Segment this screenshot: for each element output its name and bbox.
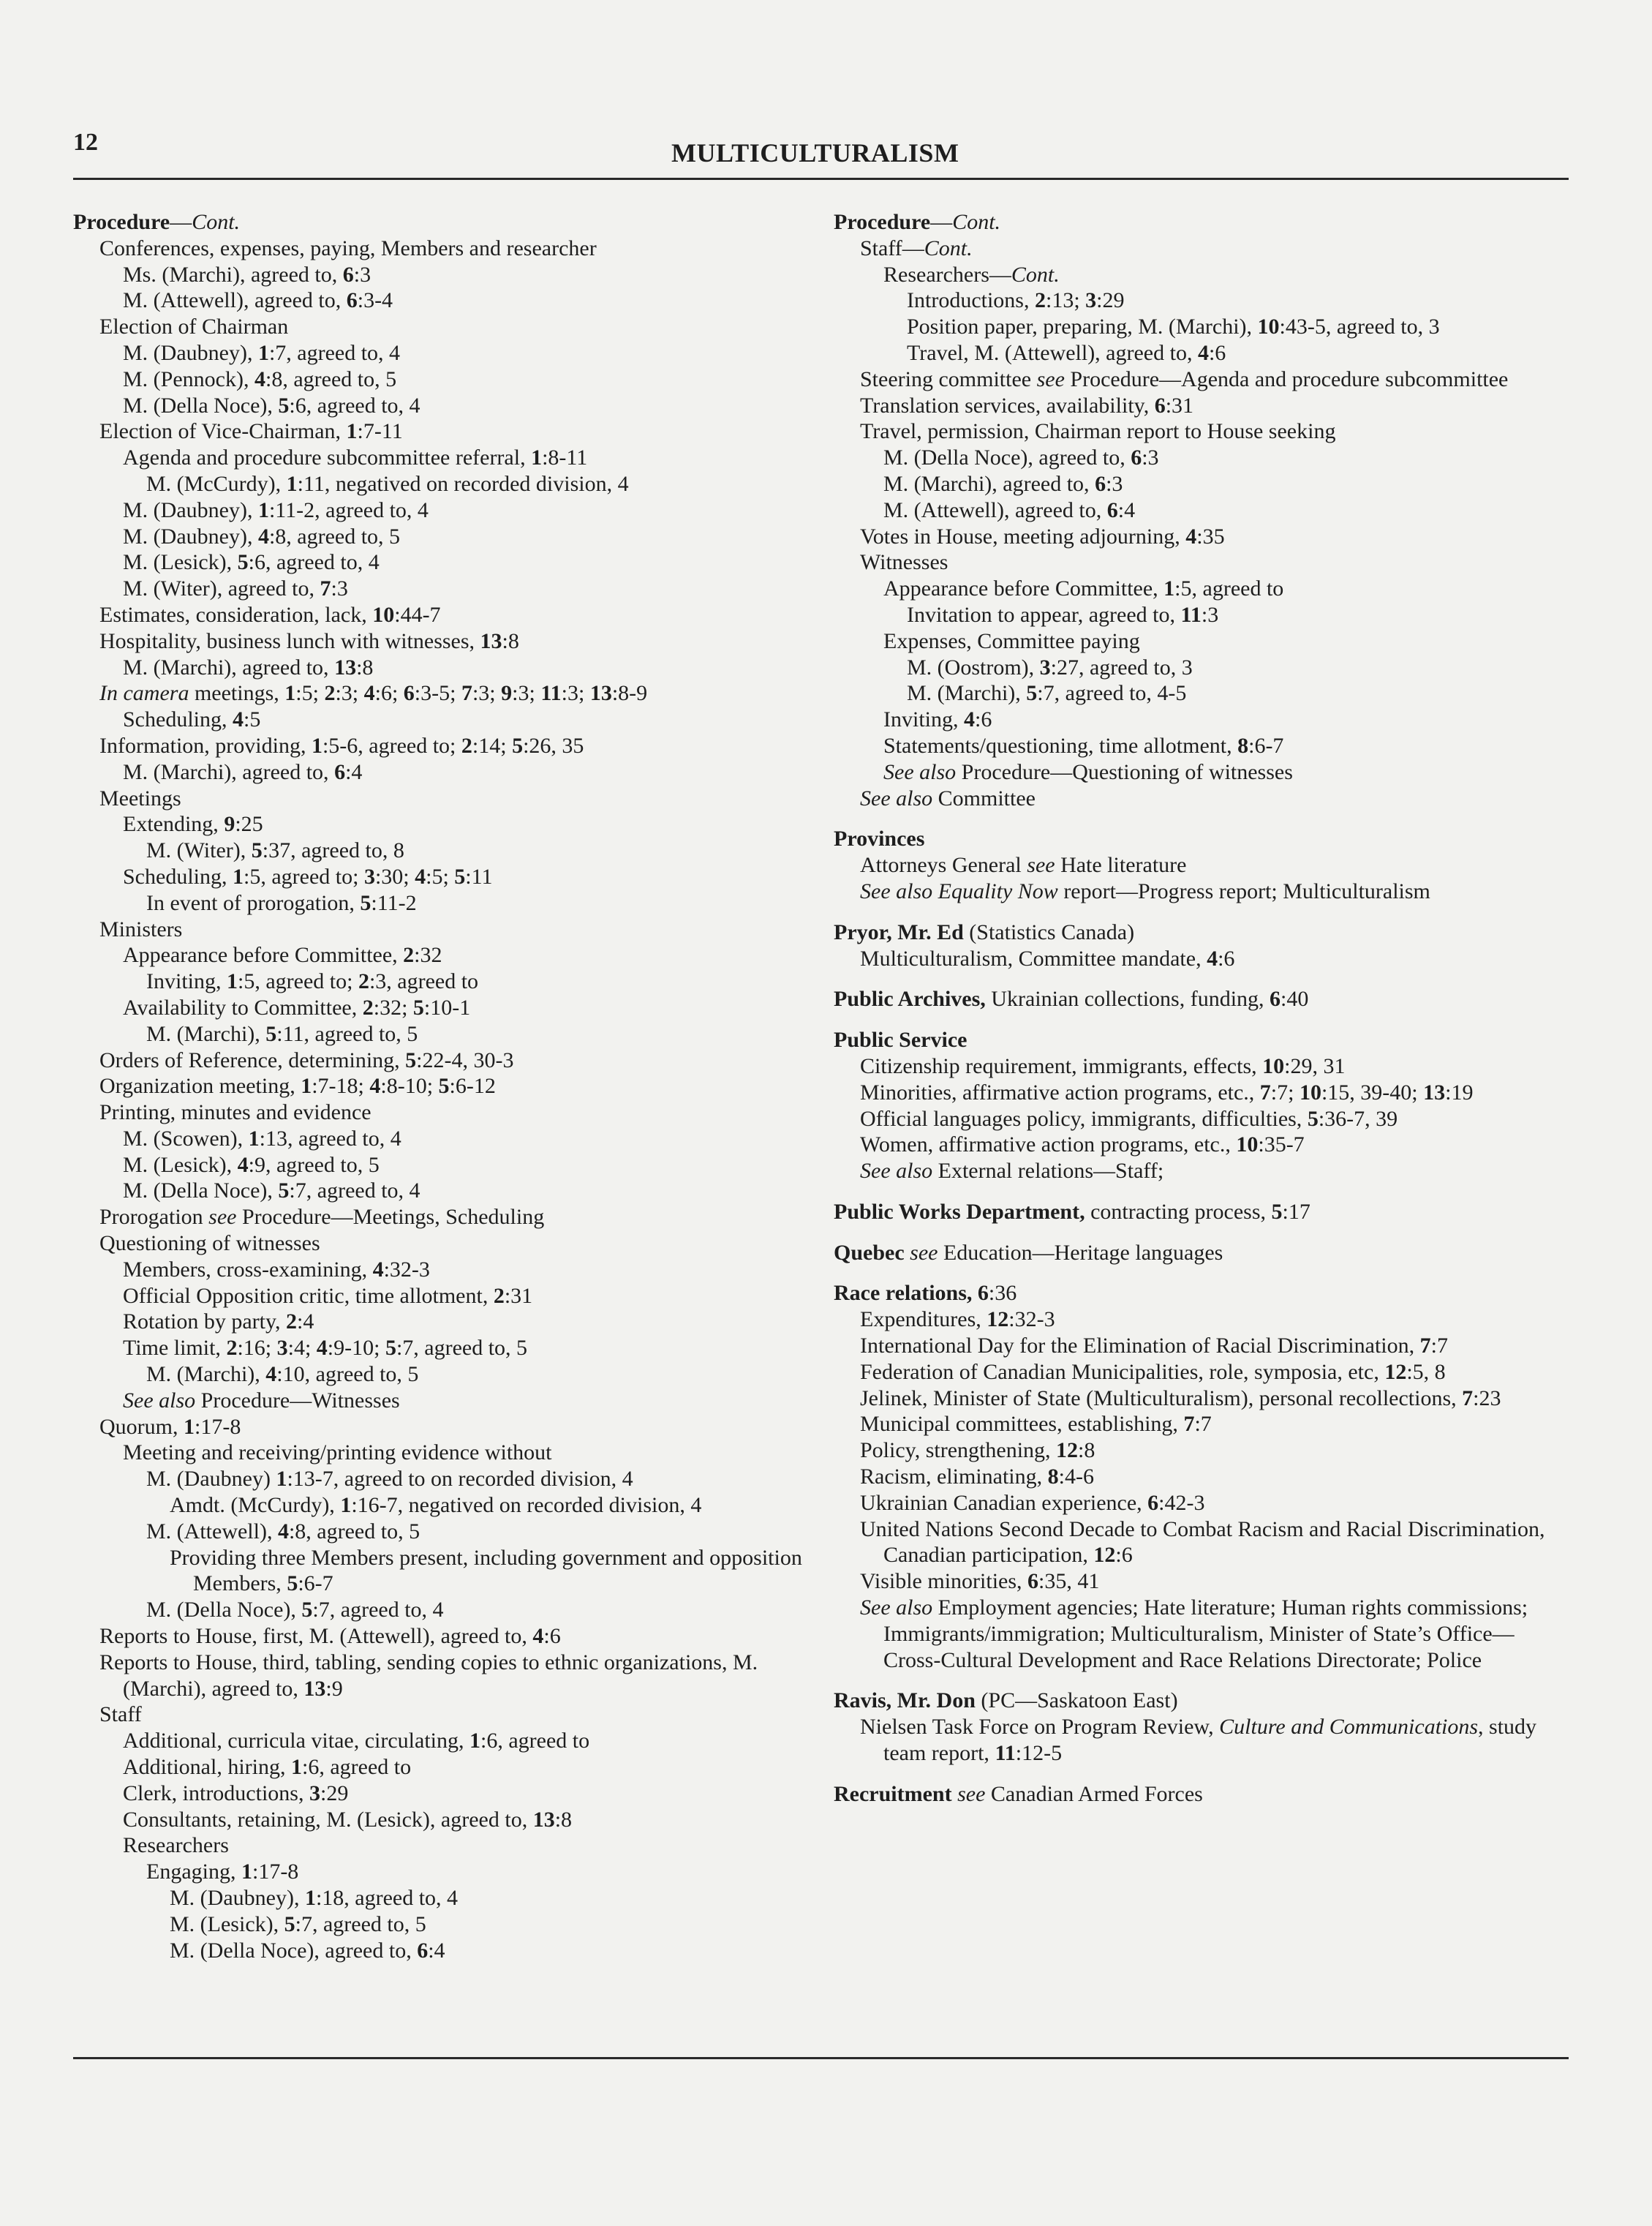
index-subentry: M. (Daubney), 1:11-2, agreed to, 4	[123, 497, 429, 522]
index-subentry: Researchers	[123, 1833, 229, 1858]
index-subentry: M. (Della Noce), 5:7, agreed to, 4	[123, 1178, 420, 1203]
index-subentry: Appearance before Committee, 1:5, agreed to	[883, 576, 1284, 601]
index-subentry: Inviting, 1:5, agreed to; 2:3, agreed to	[146, 969, 479, 994]
index-subentry: Travel, permission, Chairman report to House seeking	[860, 419, 1336, 444]
index-subentry: M. (Daubney) 1:13-7, agreed to on recorded division, 4	[146, 1467, 633, 1492]
index-subentry: Organization meeting, 1:7-18; 4:8-10; 5:6-12	[99, 1074, 496, 1099]
index-heading: Pryor, Mr. Ed (Statistics Canada)	[834, 920, 1135, 944]
index-subentry: Official languages policy, immigrants, difficulties, 5:36-7, 39	[860, 1106, 1398, 1131]
index-subentry: Amdt. (McCurdy), 1:16-7, negatived on recorded division, 4	[170, 1493, 702, 1518]
index-subentry: M. (Della Noce), 5:7, agreed to, 4	[146, 1598, 444, 1623]
index-subentry: M. (Daubney), 4:8, agreed to, 5	[123, 524, 401, 549]
index-subentry: Reports to House, first, M. (Attewell), agreed to, 4:6	[99, 1624, 561, 1649]
index-subentry: Meeting and receiving/printing evidence without	[123, 1440, 552, 1465]
index-subentry: M. (Witer), 5:37, agreed to, 8	[146, 838, 404, 863]
index-subentry: Election of Vice-Chairman, 1:7-11	[99, 419, 403, 444]
index-subentry: Inviting, 4:6	[883, 707, 992, 732]
index-subentry: International Day for the Elimination of Racial Discrimination, 7:7	[860, 1334, 1448, 1358]
index-subentry: Engaging, 1:17-8	[146, 1860, 299, 1884]
index-subentry: M. (Marchi), agreed to, 6:4	[123, 759, 363, 784]
entry-gap	[834, 1767, 1569, 1781]
entry-gap	[834, 1673, 1569, 1688]
index-subentry: Visible minorities, 6:35, 41	[860, 1569, 1100, 1594]
index-subentry: Conferences, expenses, paying, Members and researcher	[99, 236, 597, 260]
index-subentry: M. (Lesick), 4:9, agreed to, 5	[123, 1152, 380, 1177]
index-subentry: See also Equality Now report—Progress report; Multiculturalism	[860, 879, 1430, 903]
index-subentry: See also Employment agencies; Hate literature; Human rights commissions; Immigrants/immigration; Multiculturalism, Minister of State’s Office—Cross-Cultural Development and Race Relations Directorate; Police	[860, 1595, 1528, 1672]
index-subentry: Members, cross-examining, 4:32-3	[123, 1257, 430, 1282]
entry-gap	[834, 1266, 1569, 1280]
entry-gap	[834, 1012, 1569, 1027]
index-subentry: Nielsen Task Force on Program Review, Culture and Communications, study team report, 11:12-5	[860, 1715, 1537, 1766]
index-subentry: M. (Attewell), agreed to, 6:3-4	[123, 288, 393, 313]
entry-gap	[834, 971, 1569, 986]
index-subentry: Racism, eliminating, 8:4-6	[860, 1464, 1094, 1489]
index-subentry: Agenda and procedure subcommittee referral, 1:8-11	[123, 445, 588, 470]
top-rule	[73, 178, 1569, 180]
index-subentry: Expenses, Committee paying	[883, 628, 1140, 653]
index-subentry: Researchers—Cont.	[883, 262, 1060, 287]
index-heading: Procedure—Cont.	[73, 210, 241, 234]
index-subentry: Votes in House, meeting adjourning, 4:35	[860, 524, 1225, 549]
running-head: MULTICULTURALISM	[671, 138, 959, 168]
index-subentry: Questioning of witnesses	[99, 1231, 320, 1256]
index-subentry: Ministers	[99, 917, 183, 941]
index-subentry: Ukrainian Canadian experience, 6:42-3	[860, 1490, 1205, 1515]
index-subentry: Time limit, 2:16; 3:4; 4:9-10; 5:7, agreed to, 5	[123, 1336, 528, 1361]
index-subentry: Quorum, 1:17-8	[99, 1414, 241, 1439]
index-subentry: In event of prorogation, 5:11-2	[146, 890, 417, 915]
index-subentry: Additional, curricula vitae, circulating, 1:6, agreed to	[123, 1729, 590, 1753]
index-subentry: Invitation to appear, agreed to, 11:3	[907, 602, 1219, 627]
index-subentry: Hospitality, business lunch with witnesses, 13:8	[99, 628, 519, 653]
index-subentry: M. (Pennock), 4:8, agreed to, 5	[123, 366, 397, 391]
index-subentry: Staff	[99, 1702, 142, 1727]
index-subentry: Clerk, introductions, 3:29	[123, 1781, 349, 1805]
index-subentry: M. (Lesick), 5:6, agreed to, 4	[123, 550, 380, 575]
index-subentry: Official Opposition critic, time allotment, 2:31	[123, 1283, 533, 1308]
bottom-rule	[73, 2057, 1569, 2059]
index-subentry: Steering committee see Procedure—Agenda and procedure subcommittee	[860, 366, 1509, 391]
index-subentry: Travel, M. (Attewell), agreed to, 4:6	[907, 340, 1226, 365]
index-subentry: Citizenship requirement, immigrants, effects, 10:29, 31	[860, 1053, 1346, 1078]
index-subentry: M. (Marchi), agreed to, 13:8	[123, 655, 374, 680]
index-subentry: Policy, strengthening, 12:8	[860, 1438, 1095, 1463]
index-subentry: Election of Chairman	[99, 315, 289, 339]
entry-gap	[834, 811, 1569, 826]
index-subentry: Statements/questioning, time allotment, 8:6-7	[883, 733, 1284, 758]
index-subentry: Staff—Cont.	[860, 236, 973, 260]
index-column-left	[73, 209, 812, 1963]
index-subentry: Municipal committees, establishing, 7:7	[860, 1412, 1212, 1437]
index-subentry: M. (Marchi), 4:10, agreed to, 5	[146, 1362, 419, 1387]
index-heading: Quebec see Education—Heritage languages	[834, 1240, 1223, 1265]
index-subentry: M. (Marchi), 5:11, agreed to, 5	[146, 1021, 418, 1046]
index-subentry: In camera meetings, 1:5; 2:3; 4:6; 6:3-5; 7:3; 9:3; 11:3; 13:8-9	[99, 681, 648, 706]
index-subentry: Printing, minutes and evidence	[99, 1100, 371, 1125]
index-subentry: United Nations Second Decade to Combat Racism and Racial Discrimination, Canadian participation, 12:6	[860, 1516, 1545, 1568]
index-subentry: M. (Della Noce), agreed to, 6:4	[170, 1938, 445, 1963]
index-subentry: Ms. (Marchi), agreed to, 6:3	[123, 262, 371, 287]
index-subentry: M. (Lesick), 5:7, agreed to, 5	[170, 1911, 426, 1936]
index-subentry: Rotation by party, 2:4	[123, 1309, 314, 1334]
index-heading: Public Service	[834, 1028, 968, 1053]
index-subentry: M. (Oostrom), 3:27, agreed to, 3	[907, 655, 1193, 680]
index-heading: Procedure—Cont.	[834, 210, 1001, 234]
entry-gap	[834, 1184, 1569, 1199]
entry-gap	[834, 905, 1569, 920]
index-subentry: Consultants, retaining, M. (Lesick), agreed to, 13:8	[123, 1807, 573, 1832]
index-subentry: M. (Daubney), 1:7, agreed to, 4	[123, 340, 401, 365]
index-subentry: M. (McCurdy), 1:11, negatived on recorded division, 4	[146, 471, 629, 496]
index-subentry: Witnesses	[860, 550, 948, 575]
index-heading: Public Works Department, contracting process, 5:17	[834, 1199, 1310, 1224]
index-subentry: Reports to House, third, tabling, sending copies to ethnic organizations, M. (Marchi), agreed to, 13:9	[99, 1650, 758, 1701]
index-subentry: Information, providing, 1:5-6, agreed to; 2:14; 5:26, 35	[99, 733, 584, 758]
index-heading: Ravis, Mr. Don (PC—Saskatoon East)	[834, 1688, 1178, 1713]
index-subentry: Availability to Committee, 2:32; 5:10-1	[123, 995, 471, 1020]
index-subentry: Additional, hiring, 1:6, agreed to	[123, 1755, 412, 1780]
index-subentry: M. (Marchi), 5:7, agreed to, 4-5	[907, 681, 1187, 706]
index-subentry: Federation of Canadian Municipalities, role, symposia, etc, 12:5, 8	[860, 1359, 1446, 1384]
index-subentry: Women, affirmative action programs, etc., 10:35-7	[860, 1132, 1305, 1157]
index-subentry: Providing three Members present, including government and opposition Members, 5:6-7	[170, 1545, 802, 1596]
index-subentry: See also Procedure—Questioning of witnesses	[883, 759, 1293, 784]
index-subentry: Multiculturalism, Committee mandate, 4:6	[860, 946, 1235, 971]
entry-gap	[834, 1225, 1569, 1240]
index-subentry: See also External relations—Staff;	[860, 1159, 1164, 1184]
index-subentry: Translation services, availability, 6:31	[860, 393, 1194, 418]
index-subentry: M. (Daubney), 1:18, agreed to, 4	[170, 1886, 459, 1910]
index-subentry: M. (Della Noce), agreed to, 6:3	[883, 445, 1159, 470]
index-subentry: Expenditures, 12:32-3	[860, 1307, 1055, 1332]
index-subentry: Introductions, 2:13; 3:29	[907, 288, 1125, 313]
index-subentry: M. (Witer), agreed to, 7:3	[123, 576, 348, 601]
index-subentry: See also Committee	[860, 786, 1036, 811]
index-subentry: Extending, 9:25	[123, 812, 263, 837]
index-subentry: Appearance before Committee, 2:32	[123, 943, 442, 968]
index-subentry: Attorneys General see Hate literature	[860, 853, 1187, 878]
index-subentry: M. (Della Noce), 5:6, agreed to, 4	[123, 393, 420, 418]
index-subentry: Estimates, consideration, lack, 10:44-7	[99, 602, 441, 627]
index-subentry: M. (Scowen), 1:13, agreed to, 4	[123, 1126, 401, 1151]
index-subentry: See also Procedure—Witnesses	[123, 1388, 400, 1413]
index-heading: Race relations, 6:36	[834, 1281, 1017, 1306]
index-subentry: Scheduling, 4:5	[123, 707, 261, 732]
index-subentry: M. (Attewell), 4:8, agreed to, 5	[146, 1519, 420, 1543]
index-column-right	[834, 209, 1569, 1808]
index-heading: Recruitment see Canadian Armed Forces	[834, 1781, 1203, 1806]
index-subentry: Prorogation see Procedure—Meetings, Scheduling	[99, 1205, 545, 1230]
index-heading: Public Archives, Ukrainian collections, funding, 6:40	[834, 987, 1309, 1012]
index-subentry: Jelinek, Minister of State (Multiculturalism), personal recollections, 7:23	[860, 1385, 1501, 1410]
index-subentry: Orders of Reference, determining, 5:22-4, 30-3	[99, 1048, 514, 1072]
page-number: 12	[73, 129, 98, 156]
index-subentry: M. (Attewell), agreed to, 6:4	[883, 497, 1136, 522]
index-subentry: Position paper, preparing, M. (Marchi), 10:43-5, agreed to, 3	[907, 315, 1440, 339]
index-subentry: M. (Marchi), agreed to, 6:3	[883, 471, 1123, 496]
index-subentry: Meetings	[99, 786, 181, 811]
index-heading: Provinces	[834, 827, 925, 851]
index-subentry: Scheduling, 1:5, agreed to; 3:30; 4:5; 5:11	[123, 864, 493, 889]
index-subentry: Minorities, affirmative action programs, etc., 7:7; 10:15, 39-40; 13:19	[860, 1080, 1474, 1105]
